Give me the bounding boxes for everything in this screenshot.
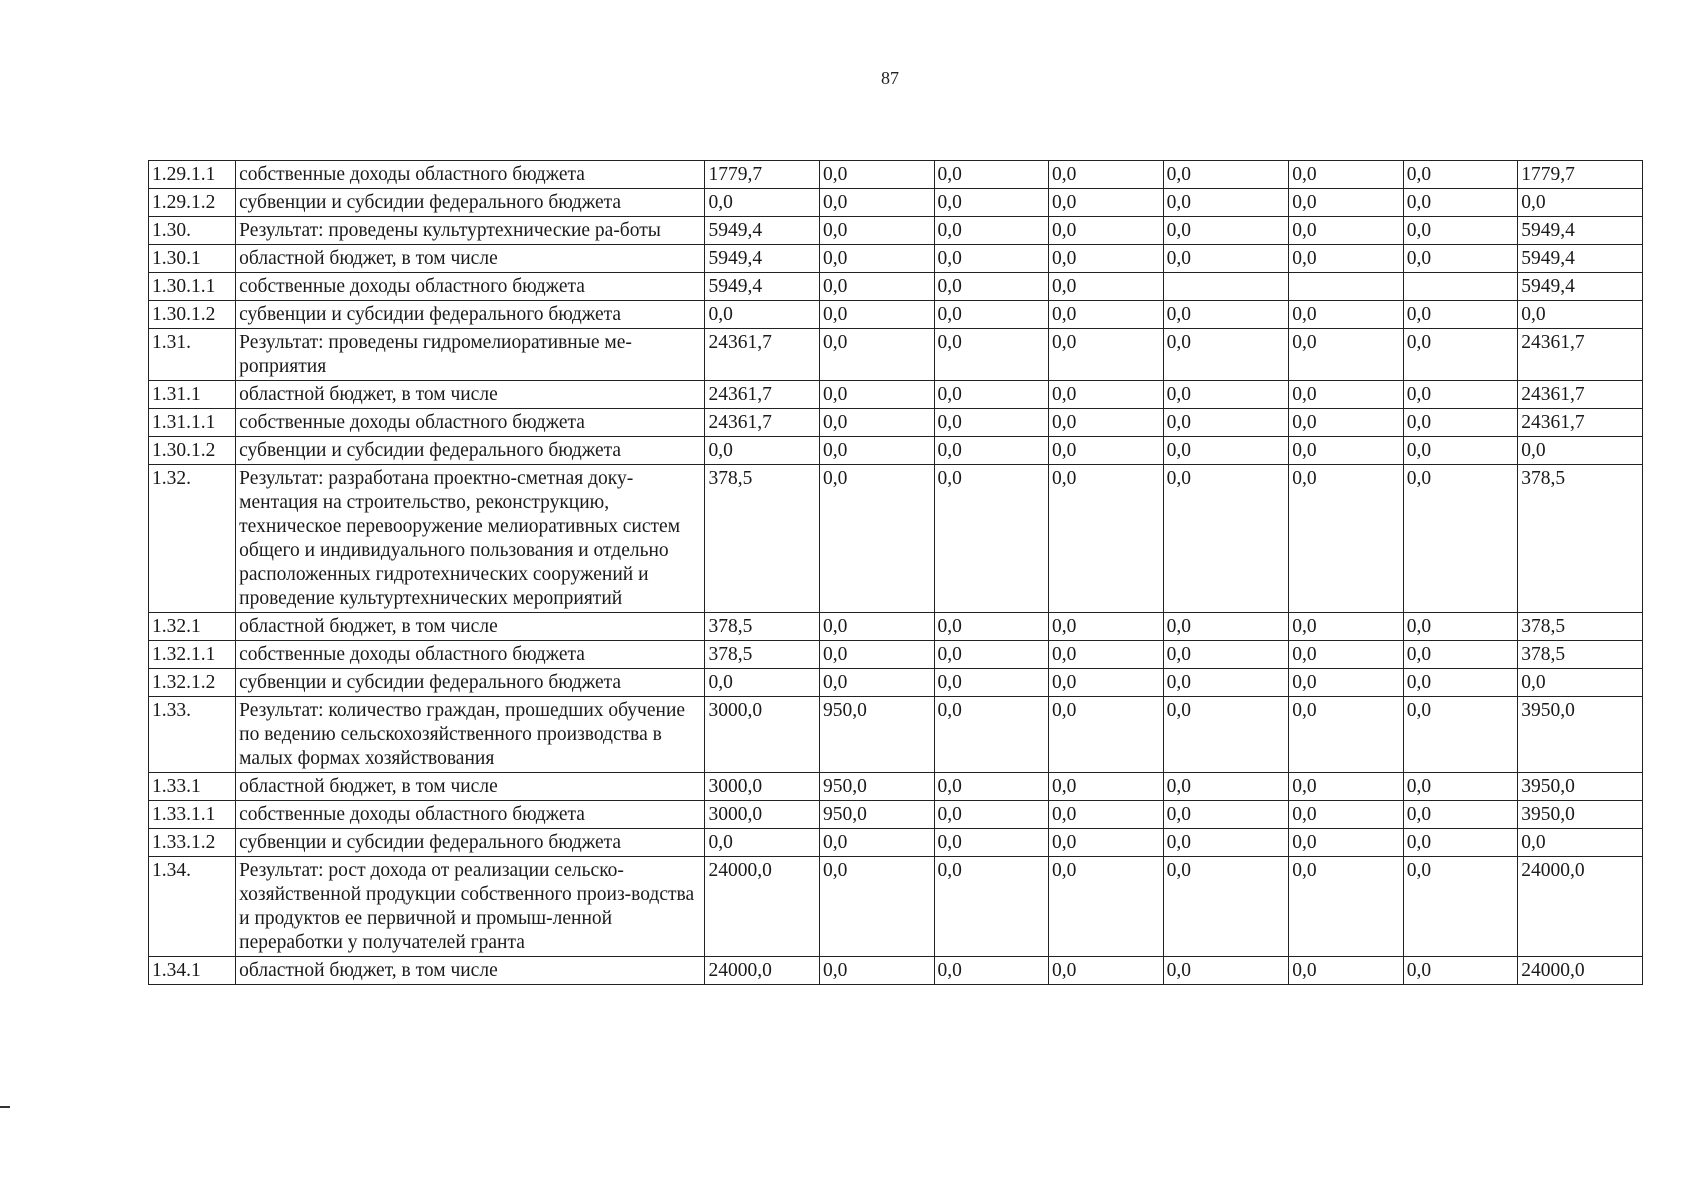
value-cell: 0,0 (1289, 409, 1404, 437)
value-cell: 0,0 (1163, 409, 1289, 437)
value-cell (1289, 273, 1404, 301)
total-value-cell: 24361,7 (1518, 329, 1643, 381)
row-number-cell: 1.30.1.2 (149, 301, 236, 329)
value-cell: 0,0 (1049, 697, 1164, 773)
value-cell: 0,0 (1163, 641, 1289, 669)
value-cell: 0,0 (1403, 829, 1518, 857)
value-cell: 0,0 (705, 189, 820, 217)
value-cell: 0,0 (934, 857, 1049, 957)
value-cell: 0,0 (819, 641, 934, 669)
value-cell: 0,0 (1163, 697, 1289, 773)
total-value-cell: 0,0 (1518, 301, 1643, 329)
value-cell: 0,0 (1289, 381, 1404, 409)
value-cell: 0,0 (1049, 669, 1164, 697)
value-cell: 0,0 (1049, 161, 1164, 189)
row-name-cell: областной бюджет, в том числе (236, 957, 705, 985)
value-cell: 0,0 (1289, 437, 1404, 465)
row-number-cell: 1.33.1 (149, 773, 236, 801)
value-cell: 0,0 (1163, 301, 1289, 329)
row-number-cell: 1.33.1.2 (149, 829, 236, 857)
value-cell: 0,0 (934, 957, 1049, 985)
total-value-cell: 0,0 (1518, 437, 1643, 465)
value-cell: 0,0 (819, 245, 934, 273)
row-number-cell: 1.29.1.2 (149, 189, 236, 217)
row-name-cell: субвенции и субсидии федерального бюджета (236, 301, 705, 329)
row-name-cell: собственные доходы областного бюджета (236, 801, 705, 829)
value-cell: 0,0 (819, 189, 934, 217)
value-cell: 0,0 (1049, 217, 1164, 245)
value-cell: 0,0 (1403, 301, 1518, 329)
total-value-cell: 3950,0 (1518, 697, 1643, 773)
budget-table (148, 160, 1643, 985)
row-name-cell: Результат: количество граждан, прошедших обучение по ведению сельскохозяйственного производства в малых формах хозяйствования (236, 697, 705, 773)
row-number-cell: 1.30.1 (149, 245, 236, 273)
total-value-cell: 378,5 (1518, 641, 1643, 669)
value-cell: 0,0 (819, 161, 934, 189)
value-cell: 24000,0 (705, 957, 820, 985)
row-name-cell: собственные доходы областного бюджета (236, 409, 705, 437)
value-cell: 24000,0 (705, 857, 820, 957)
value-cell: 0,0 (1049, 829, 1164, 857)
row-name-cell: собственные доходы областного бюджета (236, 161, 705, 189)
row-name-cell: Результат: проведены гидромелиоративные ме-роприятия (236, 329, 705, 381)
value-cell: 0,0 (819, 613, 934, 641)
value-cell: 0,0 (1403, 641, 1518, 669)
value-cell: 0,0 (1163, 189, 1289, 217)
value-cell: 0,0 (1049, 189, 1164, 217)
value-cell: 24361,7 (705, 381, 820, 409)
value-cell: 950,0 (819, 773, 934, 801)
value-cell: 0,0 (1289, 957, 1404, 985)
value-cell: 0,0 (934, 301, 1049, 329)
value-cell: 0,0 (1163, 801, 1289, 829)
value-cell: 0,0 (1289, 829, 1404, 857)
row-name-cell: Результат: рост дохода от реализации сельско-хозяйственной продукции собственного произ-водства и продуктов ее первичной и промыш-ленной переработки у получателей гранта (236, 857, 705, 957)
value-cell: 0,0 (1403, 957, 1518, 985)
value-cell: 0,0 (1049, 465, 1164, 613)
value-cell: 0,0 (1049, 957, 1164, 985)
row-number-cell: 1.34.1 (149, 957, 236, 985)
value-cell: 0,0 (705, 301, 820, 329)
table-body (149, 161, 1643, 985)
value-cell: 0,0 (1049, 409, 1164, 437)
table-row (149, 613, 1643, 641)
value-cell: 0,0 (1289, 245, 1404, 273)
row-number-cell: 1.31.1 (149, 381, 236, 409)
value-cell: 0,0 (1403, 465, 1518, 613)
value-cell: 0,0 (934, 245, 1049, 273)
row-number-cell: 1.31.1.1 (149, 409, 236, 437)
value-cell: 0,0 (934, 189, 1049, 217)
total-value-cell: 24361,7 (1518, 381, 1643, 409)
row-name-cell: субвенции и субсидии федерального бюджета (236, 437, 705, 465)
total-value-cell: 0,0 (1518, 669, 1643, 697)
value-cell: 0,0 (934, 801, 1049, 829)
value-cell: 0,0 (1049, 773, 1164, 801)
table-row (149, 273, 1643, 301)
value-cell: 0,0 (819, 301, 934, 329)
value-cell: 0,0 (934, 409, 1049, 437)
value-cell: 0,0 (1289, 217, 1404, 245)
row-name-cell: субвенции и субсидии федерального бюджета (236, 669, 705, 697)
total-value-cell: 5949,4 (1518, 273, 1643, 301)
row-number-cell: 1.30. (149, 217, 236, 245)
value-cell: 3000,0 (705, 773, 820, 801)
total-value-cell: 3950,0 (1518, 773, 1643, 801)
value-cell: 24361,7 (705, 409, 820, 437)
value-cell: 0,0 (1403, 697, 1518, 773)
total-value-cell: 24000,0 (1518, 957, 1643, 985)
value-cell: 0,0 (1049, 329, 1164, 381)
row-name-cell: собственные доходы областного бюджета (236, 273, 705, 301)
total-value-cell: 1779,7 (1518, 161, 1643, 189)
row-number-cell: 1.33. (149, 697, 236, 773)
value-cell: 0,0 (934, 273, 1049, 301)
value-cell: 0,0 (1403, 217, 1518, 245)
value-cell: 0,0 (705, 669, 820, 697)
value-cell: 0,0 (1163, 957, 1289, 985)
value-cell: 0,0 (1163, 465, 1289, 613)
value-cell: 0,0 (1163, 245, 1289, 273)
row-name-cell: субвенции и субсидии федерального бюджета (236, 189, 705, 217)
value-cell: 0,0 (934, 641, 1049, 669)
total-value-cell: 5949,4 (1518, 245, 1643, 273)
value-cell: 0,0 (1049, 273, 1164, 301)
value-cell: 0,0 (1049, 613, 1164, 641)
value-cell: 0,0 (705, 829, 820, 857)
row-number-cell: 1.34. (149, 857, 236, 957)
total-value-cell: 0,0 (1518, 829, 1643, 857)
table-row (149, 697, 1643, 773)
value-cell: 0,0 (1403, 245, 1518, 273)
value-cell: 5949,4 (705, 217, 820, 245)
value-cell: 0,0 (1289, 301, 1404, 329)
row-name-cell: Результат: разработана проектно-сметная доку-ментация на строительство, реконструкцию, техническое перевооружение мелиоративных систем общего и индивидуального пользования и отдельно расположенных гидротехнических сооружений и проведение культуртехнических мероприятий (236, 465, 705, 613)
value-cell: 0,0 (1403, 437, 1518, 465)
value-cell: 0,0 (934, 613, 1049, 641)
page-number: 87 (881, 68, 899, 88)
value-cell: 0,0 (1049, 437, 1164, 465)
value-cell: 0,0 (819, 669, 934, 697)
value-cell: 0,0 (1049, 857, 1164, 957)
value-cell: 0,0 (934, 465, 1049, 613)
row-number-cell: 1.32.1 (149, 613, 236, 641)
value-cell: 0,0 (819, 329, 934, 381)
total-value-cell: 378,5 (1518, 613, 1643, 641)
value-cell: 0,0 (1403, 857, 1518, 957)
value-cell: 5949,4 (705, 245, 820, 273)
value-cell: 0,0 (1163, 773, 1289, 801)
value-cell: 0,0 (934, 437, 1049, 465)
table-row (149, 409, 1643, 437)
total-value-cell: 378,5 (1518, 465, 1643, 613)
total-value-cell: 0,0 (1518, 189, 1643, 217)
value-cell: 24361,7 (705, 329, 820, 381)
value-cell: 0,0 (1163, 437, 1289, 465)
value-cell: 378,5 (705, 641, 820, 669)
value-cell: 0,0 (1403, 801, 1518, 829)
table-row (149, 829, 1643, 857)
value-cell: 0,0 (1163, 329, 1289, 381)
value-cell: 0,0 (1289, 801, 1404, 829)
margin-mark (0, 1106, 10, 1108)
table-row (149, 957, 1643, 985)
value-cell: 0,0 (1049, 301, 1164, 329)
value-cell: 5949,4 (705, 273, 820, 301)
value-cell: 0,0 (1163, 217, 1289, 245)
value-cell: 0,0 (819, 437, 934, 465)
value-cell: 0,0 (819, 273, 934, 301)
value-cell (1403, 273, 1518, 301)
table-row (149, 329, 1643, 381)
value-cell: 0,0 (1403, 329, 1518, 381)
value-cell (1163, 273, 1289, 301)
table-row (149, 217, 1643, 245)
value-cell: 0,0 (1403, 189, 1518, 217)
value-cell: 0,0 (934, 829, 1049, 857)
value-cell: 0,0 (1403, 161, 1518, 189)
value-cell: 0,0 (819, 957, 934, 985)
value-cell: 0,0 (1403, 409, 1518, 437)
value-cell: 0,0 (1163, 613, 1289, 641)
value-cell: 0,0 (1163, 669, 1289, 697)
row-name-cell: Результат: проведены культуртехнические ра-боты (236, 217, 705, 245)
row-number-cell: 1.30.1.1 (149, 273, 236, 301)
row-number-cell: 1.32. (149, 465, 236, 613)
value-cell: 0,0 (1289, 329, 1404, 381)
value-cell: 0,0 (819, 381, 934, 409)
value-cell: 0,0 (819, 465, 934, 613)
value-cell: 0,0 (819, 217, 934, 245)
row-name-cell: областной бюджет, в том числе (236, 245, 705, 273)
table-row (149, 801, 1643, 829)
value-cell: 0,0 (1049, 641, 1164, 669)
table-row (149, 161, 1643, 189)
value-cell: 0,0 (1403, 381, 1518, 409)
total-value-cell: 24000,0 (1518, 857, 1643, 957)
value-cell: 0,0 (1163, 829, 1289, 857)
value-cell: 0,0 (1289, 773, 1404, 801)
value-cell: 378,5 (705, 613, 820, 641)
value-cell: 3000,0 (705, 801, 820, 829)
total-value-cell: 3950,0 (1518, 801, 1643, 829)
row-name-cell: областной бюджет, в том числе (236, 613, 705, 641)
value-cell: 950,0 (819, 801, 934, 829)
value-cell: 0,0 (934, 773, 1049, 801)
value-cell: 0,0 (1289, 857, 1404, 957)
table-row (149, 301, 1643, 329)
value-cell: 0,0 (1289, 161, 1404, 189)
row-name-cell: областной бюджет, в том числе (236, 381, 705, 409)
value-cell: 0,0 (1289, 613, 1404, 641)
value-cell: 3000,0 (705, 697, 820, 773)
row-name-cell: областной бюджет, в том числе (236, 773, 705, 801)
value-cell: 0,0 (1049, 245, 1164, 273)
value-cell: 0,0 (1403, 669, 1518, 697)
table-row (149, 773, 1643, 801)
row-name-cell: субвенции и субсидии федерального бюджета (236, 829, 705, 857)
row-number-cell: 1.30.1.2 (149, 437, 236, 465)
table-row (149, 641, 1643, 669)
table-row (149, 669, 1643, 697)
value-cell: 1779,7 (705, 161, 820, 189)
row-number-cell: 1.29.1.1 (149, 161, 236, 189)
total-value-cell: 5949,4 (1518, 217, 1643, 245)
value-cell: 0,0 (1403, 613, 1518, 641)
value-cell: 0,0 (1289, 189, 1404, 217)
table-row (149, 437, 1643, 465)
value-cell: 0,0 (934, 381, 1049, 409)
value-cell: 0,0 (1289, 669, 1404, 697)
value-cell: 378,5 (705, 465, 820, 613)
value-cell: 0,0 (1289, 641, 1404, 669)
value-cell: 0,0 (934, 217, 1049, 245)
table-row (149, 857, 1643, 957)
value-cell: 0,0 (1163, 381, 1289, 409)
value-cell: 0,0 (1163, 161, 1289, 189)
table-row (149, 189, 1643, 217)
row-name-cell: собственные доходы областного бюджета (236, 641, 705, 669)
value-cell: 0,0 (705, 437, 820, 465)
value-cell: 0,0 (1403, 773, 1518, 801)
value-cell: 0,0 (1289, 697, 1404, 773)
table-row (149, 465, 1643, 613)
value-cell: 0,0 (934, 697, 1049, 773)
value-cell: 0,0 (819, 857, 934, 957)
row-number-cell: 1.32.1.1 (149, 641, 236, 669)
value-cell: 0,0 (934, 161, 1049, 189)
value-cell: 0,0 (1049, 801, 1164, 829)
value-cell: 0,0 (1163, 857, 1289, 957)
row-number-cell: 1.31. (149, 329, 236, 381)
table-row (149, 381, 1643, 409)
row-number-cell: 1.32.1.2 (149, 669, 236, 697)
table-row (149, 245, 1643, 273)
value-cell: 0,0 (1289, 465, 1404, 613)
row-number-cell: 1.33.1.1 (149, 801, 236, 829)
total-value-cell: 24361,7 (1518, 409, 1643, 437)
value-cell: 0,0 (1049, 381, 1164, 409)
value-cell: 0,0 (934, 669, 1049, 697)
value-cell: 950,0 (819, 697, 934, 773)
value-cell: 0,0 (934, 329, 1049, 381)
value-cell: 0,0 (819, 829, 934, 857)
value-cell: 0,0 (819, 409, 934, 437)
